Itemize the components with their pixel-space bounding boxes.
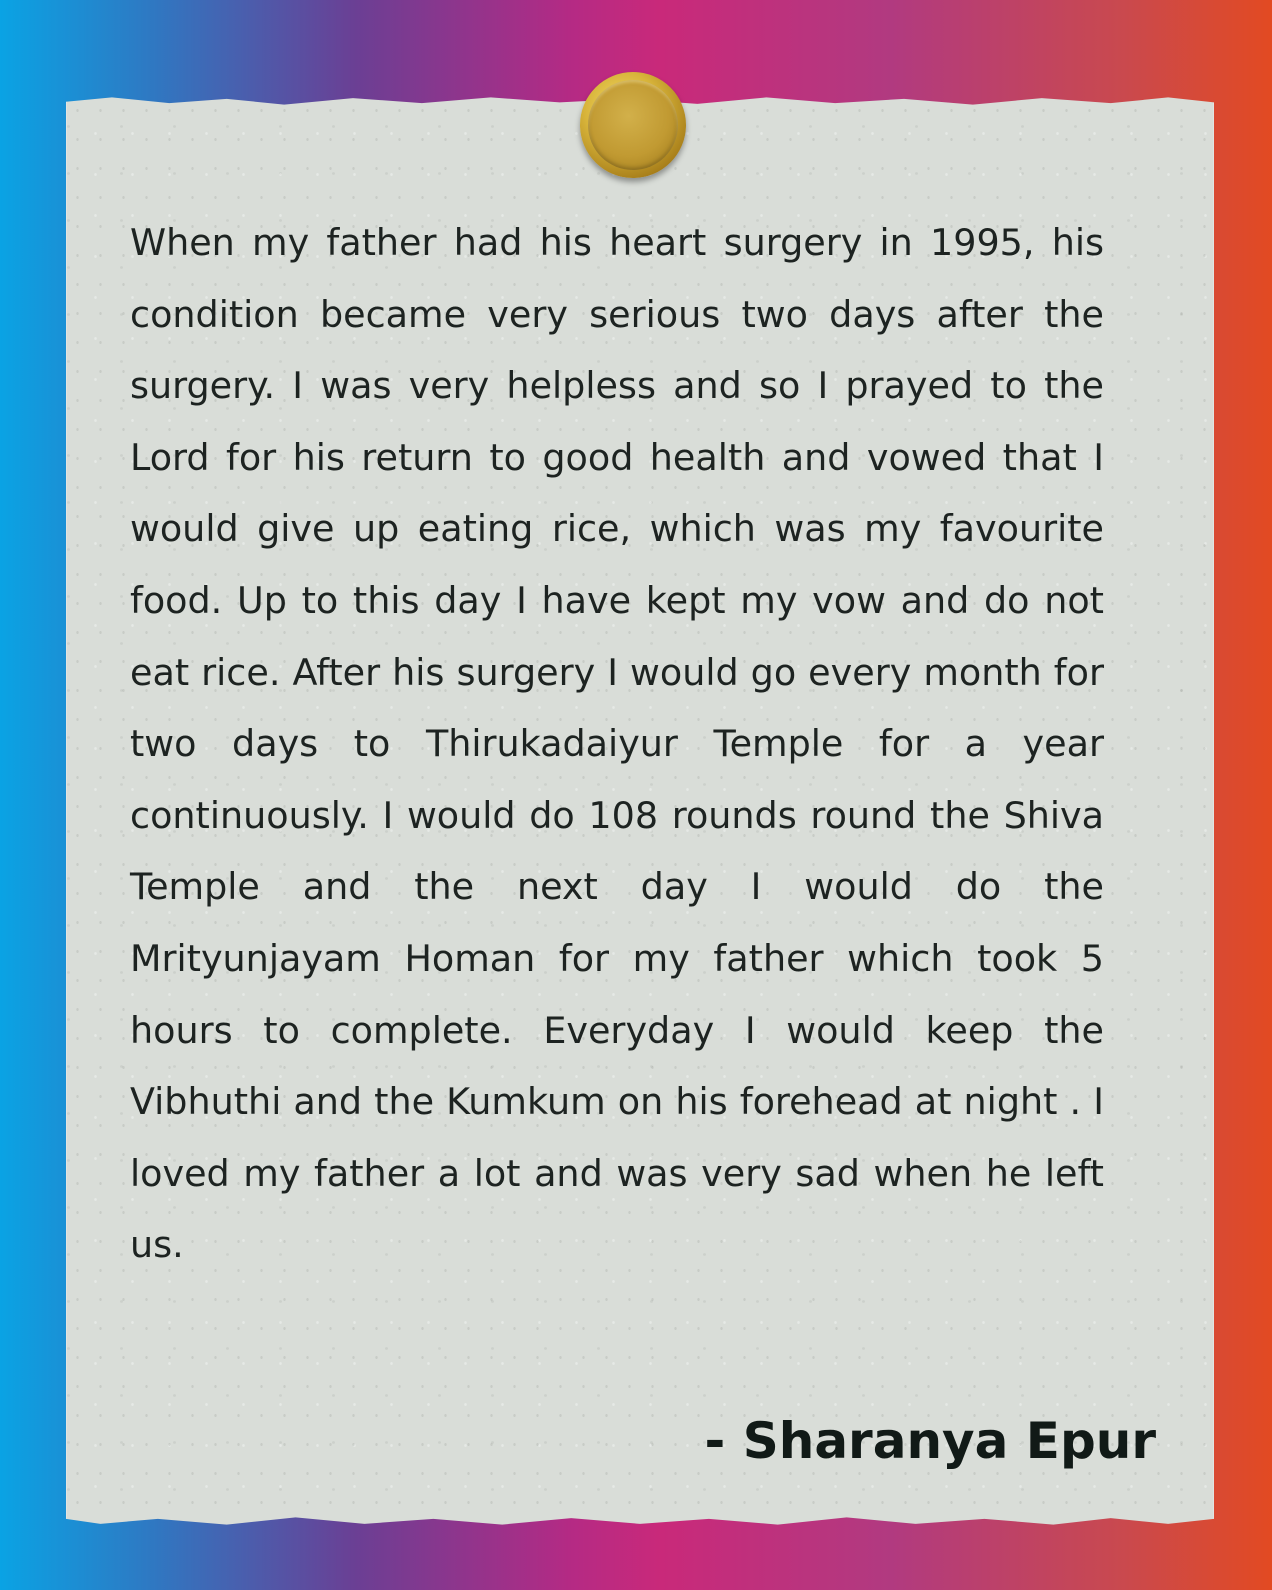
story-text: When my father had his heart surgery in 1995, his condition became very serious two days after the surgery. I was very helpless and so I prayed to the Lord for his return to good health and vowed that I would give up eating rice, which was my favourite food. Up to this day I have kept my vow and do not eat rice. After his surgery I would go every month for two days to Thirukadaiyur Temple for a year continuously. I would do 108 rounds round the Shiva Temple and the next day I would do the Mrityunjayam Homan for my father which took 5 hours to complete. Everyday I would keep the Vibhuthi and the Kumkum on his forehead at night . I loved my father a lot and was very sad when he left us. bbox=[130, 221, 1104, 1267]
pin-head bbox=[588, 80, 678, 170]
thumbtack-pin-icon bbox=[580, 72, 686, 178]
author-signature: - Sharanya Epur bbox=[704, 1412, 1156, 1470]
